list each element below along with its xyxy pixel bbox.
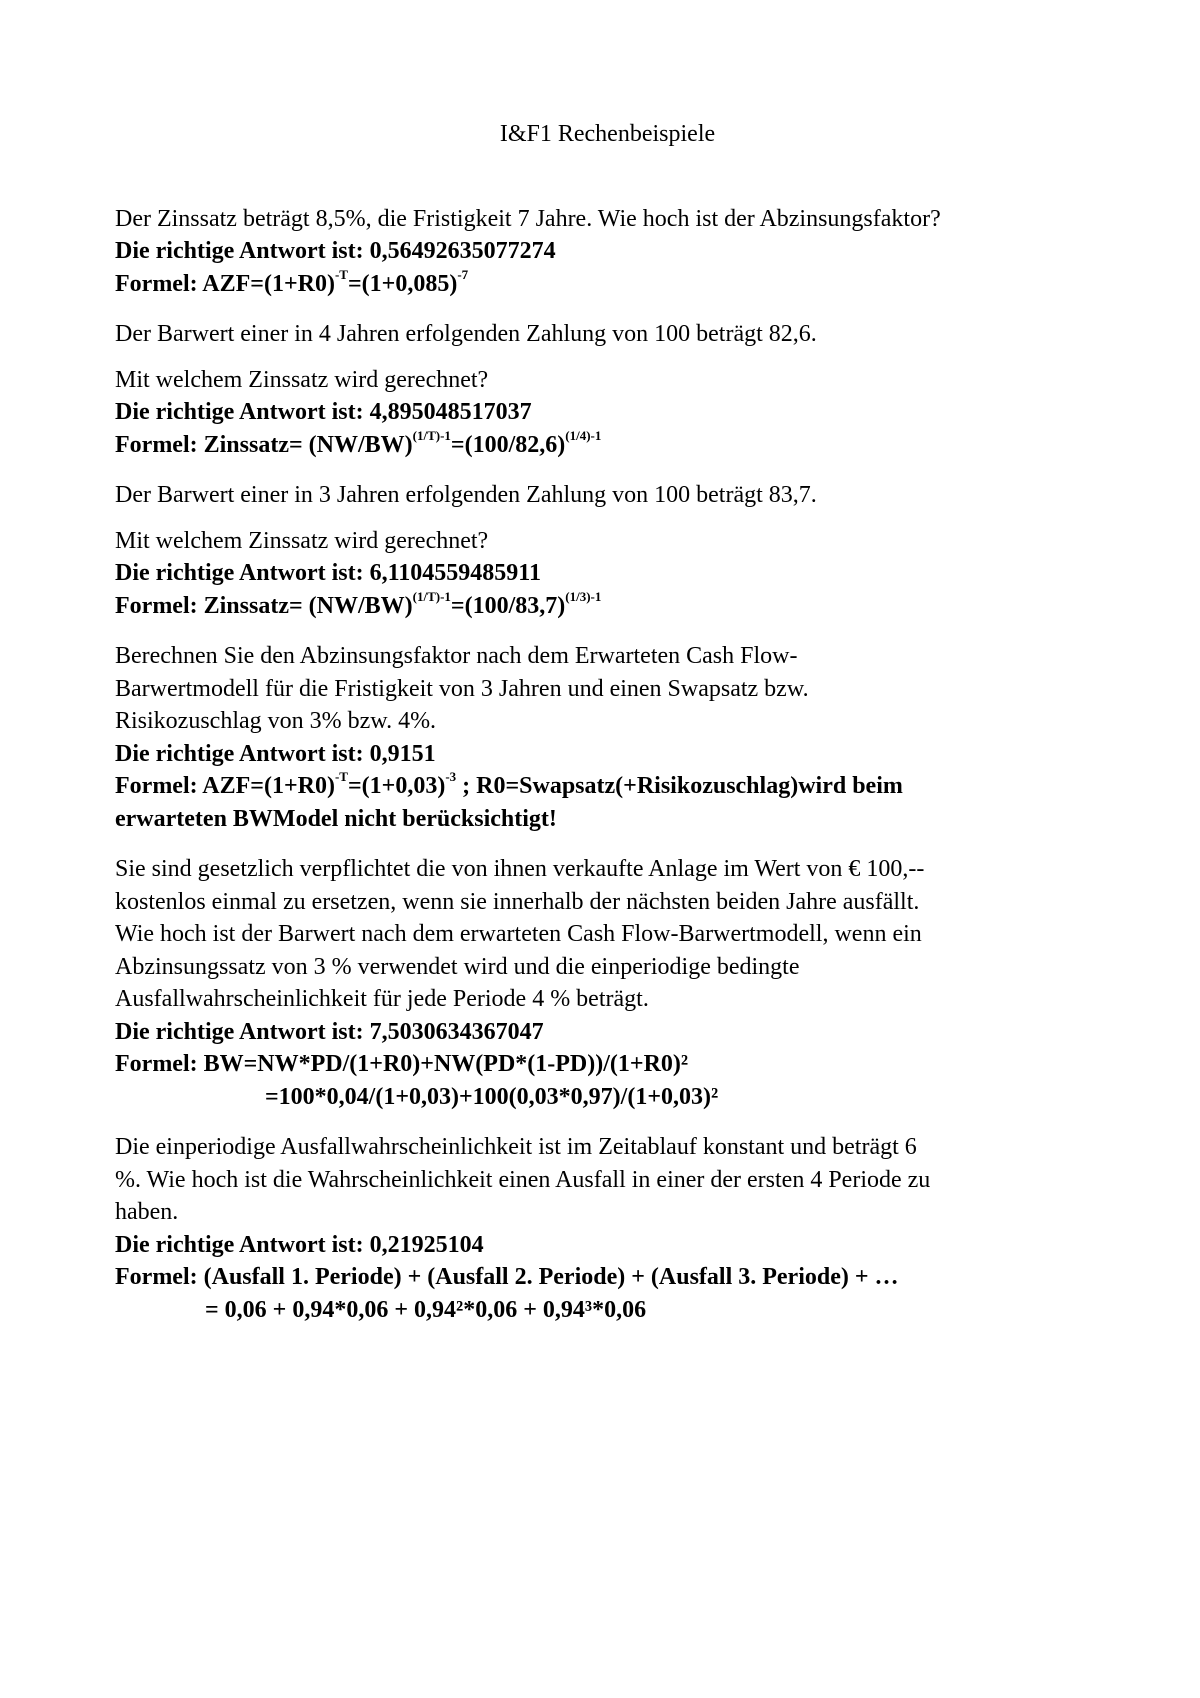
formula-text: erwarteten BWModel nicht berücksichtigt!: [115, 805, 557, 832]
question-text: haben.: [115, 1199, 179, 1225]
question-text: Der Barwert einer in 4 Jahren erfolgenden Zahlung von 100 beträgt 82,6.: [115, 321, 817, 347]
question-text: Ausfallwahrscheinlichkeit für jede Periode 4 % beträgt.: [115, 986, 649, 1012]
question-text: Der Zinssatz beträgt 8,5%, die Fristigkeit 7 Jahre. Wie hoch ist der Abzinsungsfaktor?: [115, 205, 941, 232]
answer-text: Die richtige Antwort ist: 0,21925104: [115, 1231, 484, 1258]
formula-superscript: (1/T)-1: [412, 427, 451, 443]
formula-superscript: (1/T)-1: [412, 588, 451, 604]
question-block-2: [115, 318, 1100, 461]
formula-part: Formel: Zinssatz= (NW/BW): [115, 431, 413, 458]
formula-part: ; R0=Swapsatz(+Risikozuschlag)wird beim: [456, 773, 903, 799]
formula-superscript: -T: [334, 266, 348, 282]
page-title: I&F1 Rechenbeispiele: [499, 121, 716, 147]
formula-text: =100*0,04/(1+0,03)+100(0,03*0,97)/(1+0,03)²: [265, 1083, 719, 1110]
formula-part: Formel: AZF=(1+R0): [115, 773, 335, 799]
question-text: Mit welchem Zinssatz wird gerechnet?: [115, 527, 489, 554]
question-text: %. Wie hoch ist die Wahrscheinlichkeit einen Ausfall in einer der ersten 4 Periode zu: [115, 1166, 931, 1193]
formula-superscript: (1/4)-1: [565, 427, 602, 443]
formula-superscript: -7: [457, 266, 469, 282]
formula-text: Formel: (Ausfall 1. Periode) + (Ausfall 2. Periode) + (Ausfall 3. Periode) + …: [115, 1264, 899, 1290]
question-text: Abzinsungssatz von 3 % verwendet wird und die einperiodige bedingte: [115, 953, 800, 980]
formula-part: Formel: AZF=(1+R0): [115, 270, 335, 297]
formula-part: =(1+0,085): [347, 270, 458, 297]
question-block-6: [115, 1131, 1100, 1326]
question-text: Sie sind gesetzlich verpflichtet die von ihnen verkaufte Anlage im Wert von € 100,--: [115, 856, 925, 882]
question-text: Die einperiodige Ausfallwahrscheinlichkeit ist im Zeitablauf konstant und beträgt 6: [115, 1134, 917, 1160]
formula-part: =(1+0,03): [347, 773, 446, 799]
formula-text: Formel: BW=NW*PD/(1+R0)+NW(PD*(1-PD))/(1+R0)²: [115, 1051, 689, 1077]
formula-superscript: (1/3)-1: [565, 588, 602, 604]
formula-text: [115, 590, 1100, 623]
answer-text: Die richtige Antwort ist: 0,56492635077274: [115, 238, 556, 264]
question-block-3: [115, 479, 1100, 622]
answer-text: Die richtige Antwort ist: 6,1104559485911: [115, 560, 541, 586]
question-text: Wie hoch ist der Barwert nach dem erwarteten Cash Flow-Barwertmodell, wenn ein: [115, 921, 922, 947]
question-text: Berechnen Sie den Abzinsungsfaktor nach dem Erwarteten Cash Flow-: [115, 643, 798, 669]
formula-text: = 0,06 + 0,94*0,06 + 0,94²*0,06 + 0,94³*0,06: [205, 1296, 647, 1323]
question-text: Der Barwert einer in 3 Jahren erfolgenden Zahlung von 100 beträgt 83,7.: [115, 482, 817, 508]
formula-part: =(100/83,7): [450, 592, 566, 619]
formula-text: [115, 770, 1100, 803]
formula-part: Formel: Zinssatz= (NW/BW): [115, 592, 413, 619]
question-text: Barwertmodell für die Fristigkeit von 3 Jahren und einen Swapsatz bzw.: [115, 675, 809, 702]
question-text: Mit welchem Zinssatz wird gerechnet?: [115, 366, 489, 393]
question-block-5: [115, 853, 1100, 1113]
formula-part: =(100/82,6): [450, 431, 566, 458]
question-text: kostenlos einmal zu ersetzen, wenn sie innerhalb der nächsten beiden Jahre ausfällt.: [115, 888, 920, 915]
formula-superscript: -3: [445, 769, 457, 784]
formula-text: [115, 268, 1100, 301]
answer-text: Die richtige Antwort ist: 0,9151: [115, 740, 436, 767]
answer-text: Die richtige Antwort ist: 4,895048517037: [115, 399, 532, 425]
question-block-1: [115, 203, 1100, 301]
document-page: [115, 118, 1100, 1344]
formula-superscript: -T: [334, 769, 348, 784]
answer-text: Die richtige Antwort ist: 7,5030634367047: [115, 1018, 544, 1045]
question-text: Risikozuschlag von 3% bzw. 4%.: [115, 708, 437, 734]
formula-text: [115, 429, 1100, 462]
question-block-4: [115, 640, 1100, 835]
